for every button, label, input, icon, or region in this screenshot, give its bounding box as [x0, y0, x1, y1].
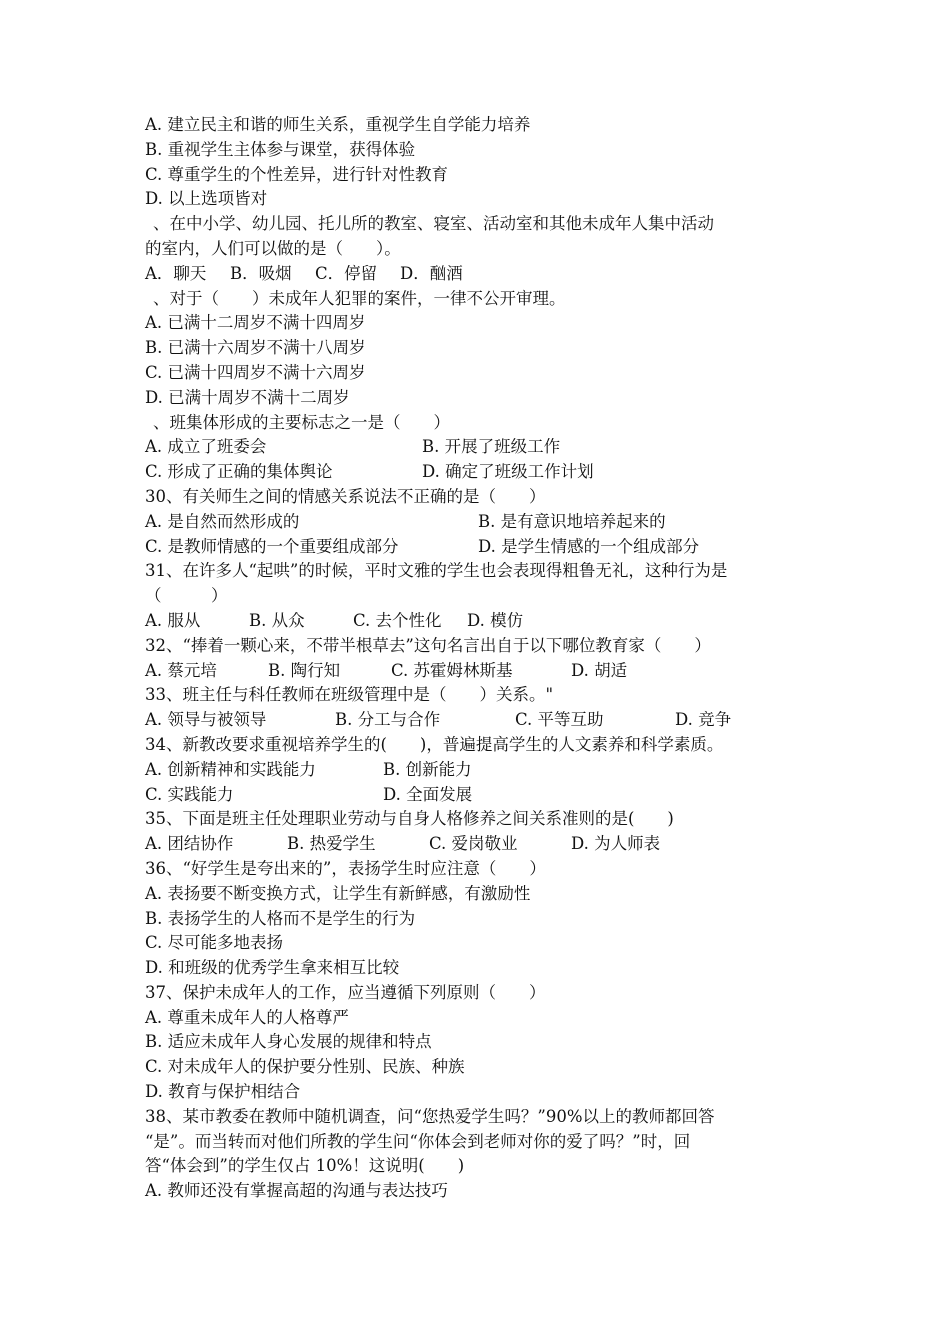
option-c: C. 爱岗敬业 — [429, 834, 518, 854]
option-a: A. 服从 — [145, 610, 201, 630]
option-c: C. 形成了正确的集体舆论 — [145, 462, 333, 482]
option-row — [145, 535, 815, 560]
option-d: D. 胡适 — [571, 660, 628, 680]
option-row — [145, 609, 815, 634]
question-text: 35、下面是班主任处理职业劳动与自身人格修养之间关系准则的是( ) — [145, 809, 674, 829]
option-b: B. 从众 — [249, 610, 305, 630]
question-text: 31、在许多人“起哄”的时候，平时文雅的学生也会表现得粗鲁无礼，这种行为是 — [145, 561, 728, 581]
option-b: B. 热爱学生 — [287, 834, 376, 854]
option-d: D. 全面发展 — [383, 784, 473, 804]
question-text: 36、“好学生是夸出来的”，表扬学生时应注意（ ） — [145, 858, 546, 878]
option-d: D. 模仿 — [467, 610, 524, 630]
option-text: D. 教育与保护相结合 — [145, 1082, 301, 1102]
option-row — [145, 783, 815, 808]
option-b: B. 是有意识地培养起来的 — [478, 511, 666, 531]
option-text: B. 表扬学生的人格而不是学生的行为 — [145, 908, 416, 928]
option-c: C. 实践能力 — [145, 784, 234, 804]
option-text: A. 表扬要不断变换方式，让学生有新鲜感，有激励性 — [145, 883, 531, 903]
question-text: 、班集体形成的主要标志之一是（ ） — [153, 412, 450, 432]
question-text: 33、班主任与科任教师在班级管理中是（ ）关系。" — [145, 685, 554, 705]
question-text: 答“体会到”的学生仅占 10%！这说明( ) — [145, 1156, 465, 1176]
option-row — [145, 758, 815, 783]
option-text: B. 重视学生主体参与课堂，获得体验 — [145, 139, 416, 159]
option-row — [145, 659, 815, 684]
option-row — [145, 262, 815, 287]
option-text: C. 对未成年人的保护要分性别、民族、种族 — [145, 1057, 465, 1077]
question-text: 30、有关师生之间的情感关系说法不正确的是（ ） — [145, 486, 546, 506]
option-d: D．酗酒 — [400, 263, 463, 283]
option-row — [145, 708, 815, 733]
option-a: A. 蔡元培 — [145, 660, 217, 680]
option-b: B. 陶行知 — [268, 660, 341, 680]
option-row — [145, 435, 815, 460]
option-row — [145, 460, 815, 485]
question-text: 38、某市教委在教师中随机调查，问“您热爱学生吗？”90%以上的教师都回答 — [145, 1106, 715, 1126]
option-a: A．聊天 — [145, 263, 207, 283]
question-text: “是”。而当转而对他们所教的学生问“你体会到老师对你的爱了吗？”时，回 — [145, 1131, 691, 1151]
question-text: 32、“捧着一颗心来，不带半根草去”这句名言出自于以下哪位教育家（ ） — [145, 635, 711, 655]
option-b: B. 分工与合作 — [335, 710, 441, 730]
option-c: C. 是教师情感的一个重要组成部分 — [145, 536, 399, 556]
option-text: D. 和班级的优秀学生拿来相互比较 — [145, 958, 400, 978]
option-d: D. 为人师表 — [571, 834, 661, 854]
question-text: 、对于（ ）未成年人犯罪的案件，一律不公开审理。 — [153, 288, 566, 308]
option-a: A. 领导与被领导 — [145, 710, 267, 730]
question-text: 37、保护未成年人的工作，应当遵循下列原则（ ） — [145, 982, 546, 1002]
option-c: C. 苏霍姆林斯基 — [391, 660, 513, 680]
option-row — [145, 510, 815, 535]
option-a: A. 创新精神和实践能力 — [145, 759, 316, 779]
question-text: 34、新教改要求重视培养学生的( )，普遍提高学生的人文素养和科学素质。 — [145, 734, 724, 754]
option-text: A. 已满十二周岁不满十四周岁 — [145, 313, 366, 333]
option-c: C．停留 — [315, 263, 378, 283]
option-text: A. 教师还没有掌握高超的沟通与表达技巧 — [145, 1181, 448, 1201]
question-text: 的室内，人们可以做的是（ ）。 — [145, 238, 401, 258]
option-d: D. 竞争 — [675, 710, 732, 730]
option-text: D. 已满十周岁不满十二周岁 — [145, 387, 350, 407]
option-text: D. 以上选项皆对 — [145, 189, 268, 209]
option-b: B. 创新能力 — [383, 759, 472, 779]
option-d: D. 确定了班级工作计划 — [422, 462, 594, 482]
option-b: B．吸烟 — [230, 263, 292, 283]
option-text: B. 适应未成年人身心发展的规律和特点 — [145, 1032, 432, 1052]
option-b: B. 开展了班级工作 — [422, 437, 561, 457]
option-a: A. 成立了班委会 — [145, 437, 267, 457]
option-a: A. 是自然而然形成的 — [145, 511, 300, 531]
question-list — [145, 113, 815, 1204]
option-text: B. 已满十六周岁不满十八周岁 — [145, 338, 366, 358]
option-c: C. 平等互助 — [515, 710, 604, 730]
option-c: C. 去个性化 — [353, 610, 442, 630]
option-d: D. 是学生情感的一个组成部分 — [478, 536, 700, 556]
option-text: A. 建立民主和谐的师生关系，重视学生自学能力培养 — [145, 115, 531, 134]
option-text: A. 尊重未成年人的人格尊严 — [145, 1007, 349, 1027]
option-row — [145, 832, 815, 857]
question-text: 、在中小学、幼儿园、托儿所的教室、寝室、活动室和其他未成年人集中活动 — [153, 214, 714, 234]
option-a: A. 团结协作 — [145, 834, 234, 854]
option-text: C. 尽可能多地表扬 — [145, 933, 284, 953]
question-text: （ ） — [145, 586, 228, 606]
option-text: C. 尊重学生的个性差异，进行针对性教育 — [145, 164, 449, 184]
option-text: C. 已满十四周岁不满十六周岁 — [145, 362, 366, 382]
